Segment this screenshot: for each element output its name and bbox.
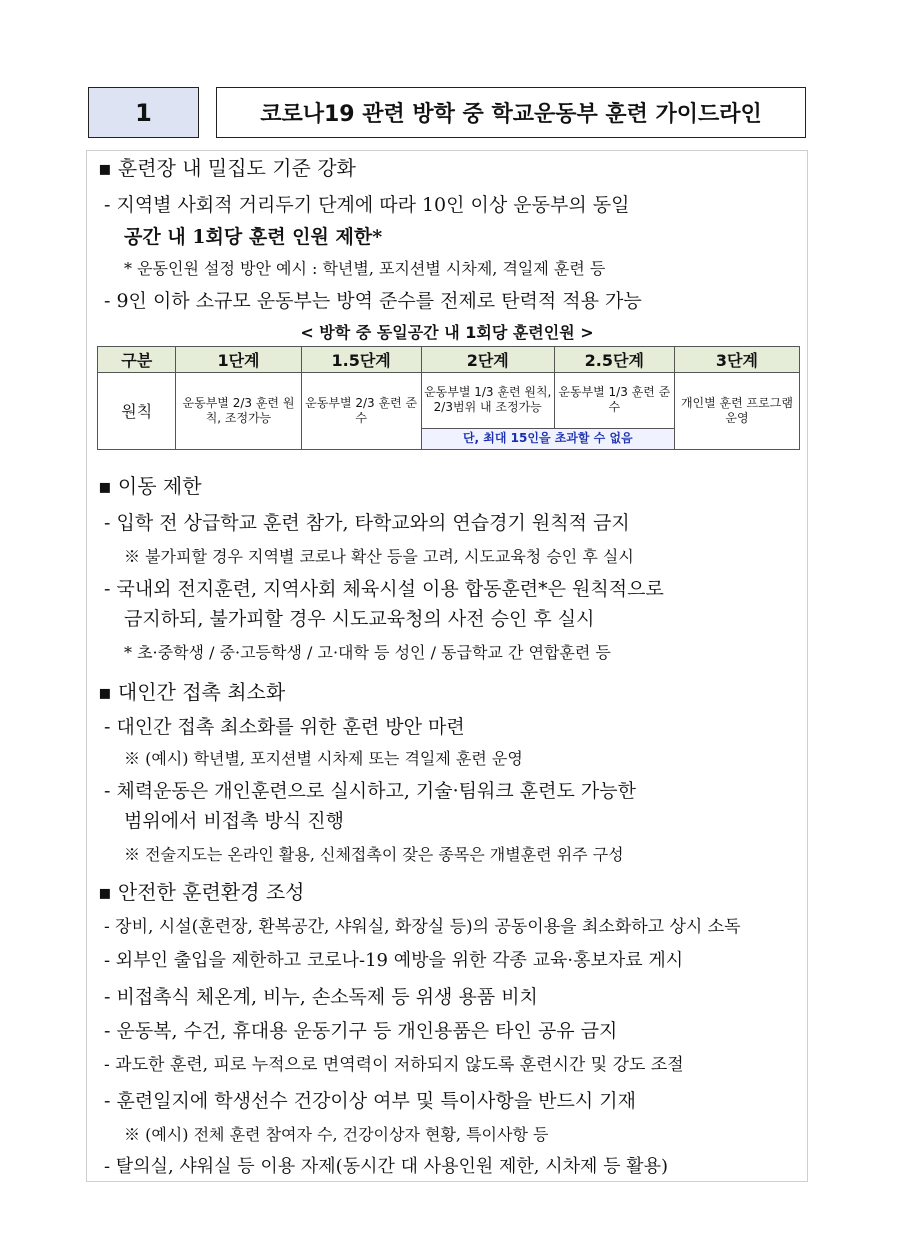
text-line: - 9인 이하 소규모 운동부는 방역 준수를 전제로 탄력적 적용 가능 bbox=[104, 290, 642, 312]
section-heading-contact: ▪ 대인간 접촉 최소화 bbox=[98, 680, 286, 704]
section-heading-movement: ▪ 이동 제한 bbox=[98, 474, 202, 498]
table-cell: 운동부별 2/3 훈련 원칙, 조정가능 bbox=[176, 373, 301, 450]
table-caption: < 방학 중 동일공간 내 1회당 훈련인원 > bbox=[300, 323, 594, 342]
table-header: 1단계 bbox=[176, 347, 301, 373]
text-line: 금지하되, 불가피할 경우 시도교육청의 사전 승인 후 실시 bbox=[124, 608, 595, 630]
text-line: - 체력운동은 개인훈련으로 실시하고, 기술·팀워크 훈련도 가능한 bbox=[104, 780, 636, 802]
table-row bbox=[98, 373, 800, 429]
note-line: * 운동인원 설정 방안 예시 : 학년별, 포지션별 시차제, 격일제 훈련 등 bbox=[124, 259, 606, 278]
note-line: ※ (예시) 전체 훈련 참여자 수, 건강이상자 현황, 특이사항 등 bbox=[124, 1125, 549, 1144]
page-title: 코로나19 관련 방학 중 학교운동부 훈련 가이드라인 bbox=[216, 87, 806, 138]
table-header: 2.5단계 bbox=[554, 347, 674, 373]
text-line: - 훈련일지에 학생선수 건강이상 여부 및 특이사항을 반드시 기재 bbox=[104, 1090, 636, 1112]
text-line: - 대인간 접촉 최소화를 위한 훈련 방안 마련 bbox=[104, 716, 465, 738]
text-line: - 장비, 시설(훈련장, 환복공간, 샤워실, 화장실 등)의 공동이용을 최소화하고 상시 소독 bbox=[104, 917, 741, 937]
table-cell: 운동부별 2/3 훈련 준수 bbox=[301, 373, 421, 450]
training-limit-table bbox=[97, 346, 800, 450]
note-line: ※ (예시) 학년별, 포지션별 시차제 또는 격일제 훈련 운영 bbox=[124, 749, 523, 768]
text-line: - 입학 전 상급학교 훈련 참가, 타학교와의 연습경기 원칙적 금지 bbox=[104, 512, 630, 534]
section-heading-density: ▪ 훈련장 내 밀집도 기준 강화 bbox=[98, 156, 356, 180]
table-header: 2단계 bbox=[421, 347, 554, 373]
text-line: 범위에서 비접촉 방식 진행 bbox=[124, 810, 345, 832]
table-row-label: 원칙 bbox=[98, 373, 176, 450]
table-cell: 개인별 훈련 프로그램 운영 bbox=[674, 373, 799, 450]
note-line: ※ 전술지도는 온라인 활용, 신체접촉이 잦은 종목은 개별훈련 위주 구성 bbox=[124, 845, 624, 864]
section-number: 1 bbox=[88, 87, 199, 138]
table-cell: 운동부별 1/3 훈련 원칙, 2/3범위 내 조정가능 bbox=[421, 373, 554, 429]
note-line: * 초·중학생 / 중·고등학생 / 고·대학 등 성인 / 동급학교 간 연합훈련 등 bbox=[124, 643, 611, 662]
section-heading-environment: ▪ 안전한 훈련환경 조성 bbox=[98, 880, 305, 904]
text-line: - 탈의실, 샤워실 등 이용 자제(동시간 대 사용인원 제한, 시차제 등 활용) bbox=[104, 1156, 668, 1177]
note-line: ※ 불가피할 경우 지역별 코로나 확산 등을 고려, 시도교육청 승인 후 실시 bbox=[124, 547, 634, 566]
table-header: 1.5단계 bbox=[301, 347, 421, 373]
text-line: - 지역별 사회적 거리두기 단계에 따라 10인 이상 운동부의 동일 bbox=[104, 194, 630, 216]
table-note: 단, 최대 15인을 초과할 수 없음 bbox=[421, 428, 674, 449]
text-line: - 과도한 훈련, 피로 누적으로 면역력이 저하되지 않도록 훈련시간 및 강도 조절 bbox=[104, 1055, 684, 1075]
text-line: - 외부인 출입을 제한하고 코로나-19 예방을 위한 각종 교육·홍보자료 게시 bbox=[104, 950, 684, 971]
table-header-row bbox=[98, 347, 800, 373]
text-line: - 운동복, 수건, 휴대용 운동기구 등 개인용품은 타인 공유 금지 bbox=[104, 1020, 618, 1042]
table-header: 구분 bbox=[98, 347, 176, 373]
table-cell: 운동부별 1/3 훈련 준수 bbox=[554, 373, 674, 429]
text-line: 공간 내 1회당 훈련 인원 제한* bbox=[124, 226, 383, 248]
table-header: 3단계 bbox=[674, 347, 799, 373]
text-line: - 국내외 전지훈련, 지역사회 체육시설 이용 합동훈련*은 원칙적으로 bbox=[104, 578, 664, 600]
text-line: - 비접촉식 체온계, 비누, 손소독제 등 위생 용품 비치 bbox=[104, 986, 538, 1008]
